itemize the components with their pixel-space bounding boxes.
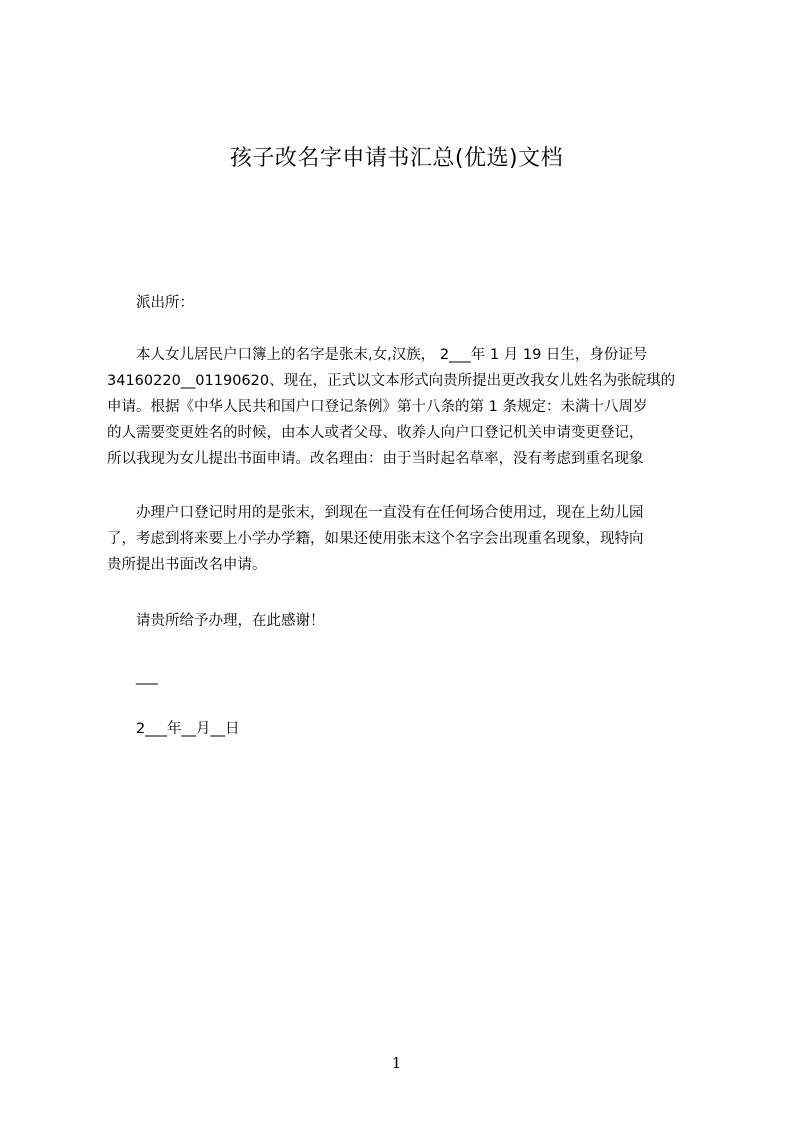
- signature-blank: ___: [136, 669, 158, 685]
- page-number: 1: [391, 1054, 402, 1072]
- paragraph1-line1: 本人女儿居民户口簿上的名字是张末,女,汉族， 2___年 1 月 19 日生，身份证号: [136, 347, 648, 363]
- closing-line: 请贵所给予办理，在此感谢！: [136, 613, 325, 629]
- paragraph1-line4: 的人需要变更姓名的时候，由本人或者父母、收养人向户口登记机关申请变更登记，: [107, 425, 644, 441]
- paragraph1-line2: 34160220__01190620、现在，正式以文本形式向贵所提出更改我女儿姓名为张皖琪的: [107, 373, 676, 389]
- paragraph1-line3: 申请。根据《中华人民共和国户口登记条例》第十八条的第 1 条规定：未满十八周岁: [107, 399, 648, 415]
- date-line: 2___年__月__日: [136, 721, 240, 737]
- paragraph2-line3: 贵所提出书面改名申请。: [107, 557, 267, 573]
- document-title: 孩子改名字申请书汇总(优选)文档: [229, 146, 564, 171]
- paragraph2-line2: 了，考虑到将来要上小学办学籍，如果还使用张末这个名字会出现重名现象，现特向: [107, 531, 644, 547]
- paragraph2-line1: 办理户口登记时用的是张末，到现在一直没有在任何场合使用过，现在上幼儿园: [136, 505, 644, 521]
- paragraph1-line5: 所以我现为女儿提出书面申请。改名理由：由于当时起名草率，没有考虑到重名现象: [107, 451, 644, 467]
- salutation: 派出所：: [136, 295, 194, 311]
